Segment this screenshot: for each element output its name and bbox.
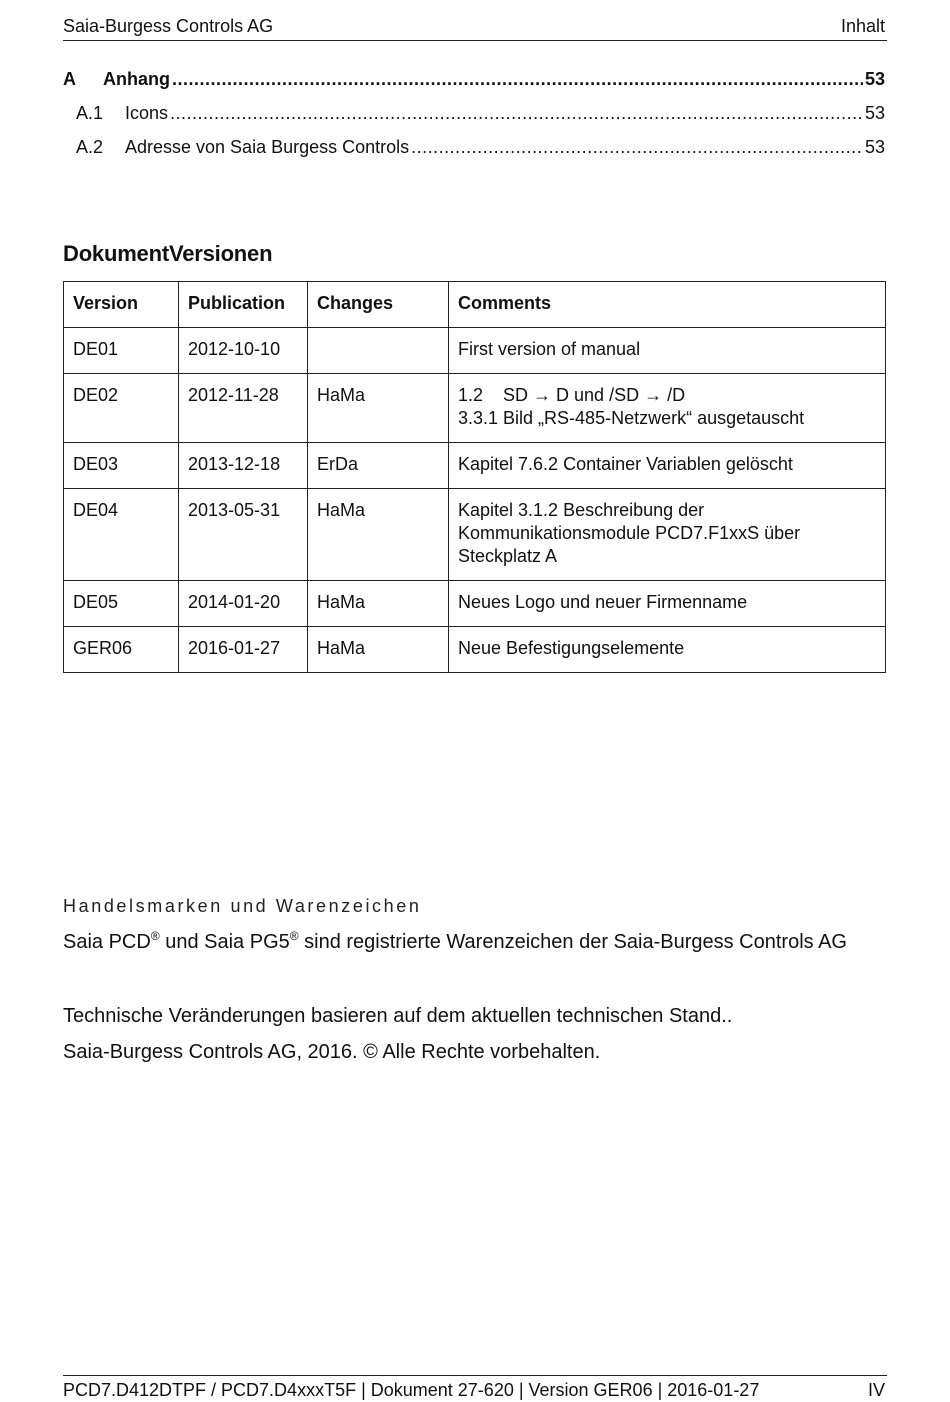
trademark-part3: sind registrierte Warenzeichen der Saia-Burgess Controls AG: [298, 931, 847, 953]
cell-comments: [449, 581, 886, 627]
column-header-changes: Changes: [308, 282, 449, 328]
toc-entry-page: 53: [864, 69, 885, 89]
page-footer: [63, 1375, 887, 1400]
column-header-comments: Comments: [449, 282, 886, 328]
toc-dot-leader: [170, 100, 863, 126]
toc-entry-title: Icons: [125, 103, 169, 123]
comment-line: First version of manual: [458, 339, 641, 359]
cell-version: DE03: [64, 443, 179, 489]
cell-comments: [449, 443, 886, 489]
page-header: [63, 14, 887, 41]
comment-line: 1.2 SD → D und /SD → /D: [458, 385, 686, 405]
table-row: [64, 443, 886, 489]
cell-changes: ErDa: [308, 443, 449, 489]
comment-line: 3.3.1 Bild „RS-485-Netzwerk“ ausgetauscht: [458, 408, 805, 428]
comment-line: Neue Befestigungselemente: [458, 638, 685, 658]
comment-line: Kapitel 3.1.2 Beschreibung der: [458, 500, 705, 520]
header-company: Saia-Burgess Controls AG: [63, 16, 274, 36]
cell-publication: 2012-10-10: [179, 328, 308, 374]
cell-version: DE04: [64, 489, 179, 581]
cell-comments: [449, 489, 886, 581]
toc-entry-page: 53: [864, 137, 885, 157]
cell-publication: 2016-01-27: [179, 627, 308, 673]
versions-table: [63, 281, 886, 673]
toc-entry-page: 53: [864, 103, 885, 123]
cell-version: DE01: [64, 328, 179, 374]
copyright-note: Saia-Burgess Controls AG, 2016. © Alle Rechte vorbehalten.: [63, 1041, 601, 1063]
toc-entry-title: Adresse von Saia Burgess Controls: [125, 137, 410, 157]
footer-document-info: PCD7.D412DTPF / PCD7.D4xxxT5F | Dokument 27-620 | Version GER06 | 2016-01-27: [63, 1380, 760, 1400]
toc-entry[interactable]: [63, 134, 885, 168]
column-header-publication: Publication: [179, 282, 308, 328]
registered-mark: ®: [289, 929, 299, 943]
table-row: [64, 328, 886, 374]
toc-entry-number: A: [63, 69, 76, 89]
toc-entry[interactable]: [63, 66, 885, 100]
cell-changes: HaMa: [308, 627, 449, 673]
technical-note: Technische Veränderungen basieren auf dem aktuellen technischen Stand..: [63, 1005, 733, 1027]
cell-changes: HaMa: [308, 581, 449, 627]
comment-line: Kapitel 7.6.2 Container Variablen gelöscht: [458, 454, 793, 474]
cell-comments: [449, 374, 886, 443]
table-of-contents: [63, 66, 885, 168]
versions-title: DokumentVersionen: [63, 241, 273, 266]
registered-mark: ®: [150, 929, 160, 943]
toc-entry-number: A.1: [76, 103, 104, 123]
table-row: [64, 581, 886, 627]
footer-page-number: IV: [867, 1380, 885, 1400]
cell-publication: 2013-12-18: [179, 443, 308, 489]
comment-line: Steckplatz A: [458, 546, 558, 566]
cell-publication: 2012-11-28: [179, 374, 308, 443]
table-header-row: [64, 282, 886, 328]
toc-dot-leader: [411, 134, 863, 160]
table-row: [64, 627, 886, 673]
cell-version: DE02: [64, 374, 179, 443]
cell-comments: [449, 328, 886, 374]
cell-changes: HaMa: [308, 374, 449, 443]
comment-line: Neues Logo und neuer Firmenname: [458, 592, 748, 612]
cell-version: GER06: [64, 627, 179, 673]
trademark-text: [63, 931, 847, 954]
cell-comments: [449, 627, 886, 673]
cell-changes: HaMa: [308, 489, 449, 581]
trademark-part2: und Saia PG5: [159, 931, 290, 953]
table-row: [64, 489, 886, 581]
column-header-version: Version: [64, 282, 179, 328]
toc-entry-title: Anhang: [103, 69, 170, 89]
trademark-part1: Saia PCD: [63, 931, 151, 953]
cell-version: DE05: [64, 581, 179, 627]
header-section: Inhalt: [840, 16, 885, 36]
cell-changes: [308, 328, 449, 374]
trademark-heading: Handelsmarken und Warenzeichen: [63, 896, 422, 916]
comment-line: Kommunikationsmodule PCD7.F1xxS über: [458, 523, 801, 543]
toc-dot-leader: [172, 66, 863, 92]
table-row: [64, 374, 886, 443]
toc-entry[interactable]: [63, 100, 885, 134]
cell-publication: 2014-01-20: [179, 581, 308, 627]
cell-publication: 2013-05-31: [179, 489, 308, 581]
toc-entry-number: A.2: [76, 137, 104, 157]
